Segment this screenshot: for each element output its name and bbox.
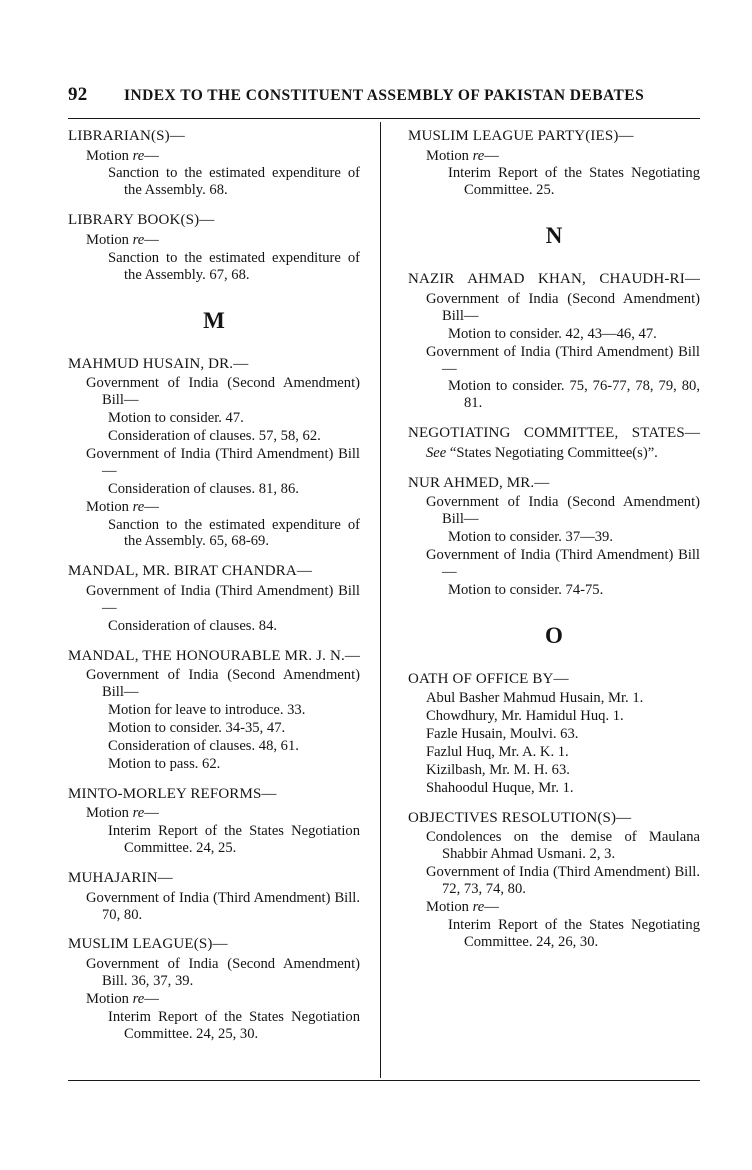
index-subentry-detail: Sanction to the estimated expenditure of the Assembly. 65, 68-69.	[108, 516, 360, 550]
running-head-title: INDEX TO THE CONSTITUENT ASSEMBLY OF PAKISTAN DEBATES	[124, 87, 645, 104]
index-subentry-detail: Motion to consider. 47.	[108, 410, 244, 427]
index-entry-heading: NUR AHMED, MR.—	[408, 474, 550, 491]
index-subentry: Government of India (Third Amendment) Bill. 72, 73, 74, 80.	[426, 864, 700, 898]
index-subentry: Government of India (Second Amendment) Bill—	[86, 375, 360, 409]
index-entry	[68, 786, 360, 857]
italic-keyword: re	[472, 147, 485, 164]
index-entry-heading: MUHAJARIN—	[68, 870, 173, 887]
section-letter-heading: N	[545, 223, 563, 249]
index-subentry-detail: Motion to pass. 62.	[108, 755, 221, 772]
index-entry	[408, 810, 700, 951]
page-folio-number: 92	[68, 84, 88, 105]
running-head	[68, 84, 700, 108]
index-entry-heading: MINTO-MORLEY REFORMS—	[68, 785, 277, 802]
index-entry-heading: MANDAL, THE HONOURABLE MR. J. N.—	[68, 647, 360, 664]
footer-rule	[68, 1080, 700, 1081]
index-subentry: Motion re—	[426, 899, 499, 916]
index-entry	[408, 671, 700, 797]
section-letter-heading: O	[545, 622, 563, 648]
italic-keyword: re	[132, 147, 145, 164]
left-column	[68, 128, 360, 1076]
italic-keyword: re	[132, 805, 145, 822]
index-entry-heading: MANDAL, MR. BIRAT CHANDRA—	[68, 563, 313, 580]
index-subentry-detail: Motion for leave to introduce. 33.	[108, 702, 306, 719]
index-subentry: Shahoodul Huque, Mr. 1.	[426, 780, 574, 797]
index-subentry: Motion re—	[86, 805, 159, 822]
index-subentry-detail: Motion to consider. 34-35, 47.	[108, 720, 286, 737]
index-entry	[408, 425, 700, 461]
index-entry-heading: NAZIR AHMAD KHAN, CHAUDH-RI—	[408, 271, 700, 288]
index-subentry-detail: Consideration of clauses. 81, 86.	[108, 480, 299, 497]
index-subentry: Government of India (Third Amendment) Bill—	[86, 445, 360, 479]
index-entry	[408, 475, 700, 599]
right-column	[408, 128, 700, 1076]
index-subentry-detail: Sanction to the estimated expenditure of the Assembly. 67, 68.	[108, 249, 360, 283]
index-subentry-detail: Interim Report of the States Negotiating Committee. 24, 26, 30.	[448, 917, 700, 951]
index-subentry: Fazlul Huq, Mr. A. K. 1.	[426, 744, 569, 761]
index-entry-heading: MUSLIM LEAGUE(S)—	[68, 936, 228, 953]
header-rule	[68, 118, 700, 119]
index-subentry: Government of India (Second Amendment) Bill. 36, 37, 39.	[86, 956, 360, 989]
index-entry	[68, 563, 360, 634]
index-subentry: Government of India (Third Amendment) Bill—	[86, 582, 360, 616]
index-subentry-detail: Interim Report of the States Negotiation Committee. 24, 25.	[108, 823, 360, 857]
index-subentry-detail: Consideration of clauses. 84.	[108, 617, 278, 634]
index-subentry: Government of India (Third Amendment) Bill—	[426, 547, 700, 581]
index-subentry-detail: Motion to consider. 75, 76-77, 78, 79, 80, 81.	[448, 378, 700, 412]
index-subentry: See “States Negotiating Committee(s)”.	[426, 444, 658, 461]
section-letter-heading: M	[203, 307, 225, 333]
italic-keyword: re	[132, 990, 145, 1007]
italic-keyword: See	[426, 444, 447, 461]
index-subentry-detail: Interim Report of the States Negotiation Committee. 24, 25, 30.	[108, 1008, 360, 1042]
index-columns	[68, 128, 700, 1076]
index-subentry: Motion re—	[86, 498, 159, 515]
index-subentry: Motion re—	[86, 147, 159, 164]
italic-keyword: re	[132, 498, 145, 515]
index-entry	[408, 128, 700, 199]
index-subentry-detail: Motion to consider. 37—39.	[448, 529, 613, 546]
index-subentry: Government of India (Third Amendment) Bill. 70, 80.	[86, 889, 360, 923]
index-entry-heading: MUSLIM LEAGUE PARTY(IES)—	[408, 128, 634, 144]
index-subentry-detail: Consideration of clauses. 57, 58, 62.	[108, 427, 321, 444]
index-entry-heading: OBJECTIVES RESOLUTION(S)—	[408, 809, 632, 826]
index-subentry-detail: Sanction to the estimated expenditure of the Assembly. 68.	[108, 165, 360, 199]
italic-keyword: re	[132, 231, 145, 248]
index-entry-heading: NEGOTIATING COMMITTEE, STATES—	[408, 425, 700, 442]
index-subentry: Kizilbash, Mr. M. H. 63.	[426, 762, 570, 779]
index-entry	[408, 271, 700, 412]
index-entry	[68, 212, 360, 283]
index-subentry: Motion re—	[86, 231, 159, 248]
index-entry	[68, 128, 360, 199]
index-subentry: Government of India (Third Amendment) Bill—	[426, 343, 700, 377]
index-subentry-detail: Consideration of clauses. 48, 61.	[108, 737, 299, 754]
index-subentry: Abul Basher Mahmud Husain, Mr. 1.	[426, 690, 644, 707]
index-entry-heading: LIBRARIAN(S)—	[68, 128, 185, 144]
index-entry	[68, 870, 360, 923]
index-subentry: Government of India (Second Amendment) Bill—	[86, 667, 360, 701]
index-entry	[68, 648, 360, 773]
index-entry	[68, 356, 360, 551]
italic-keyword: re	[472, 899, 485, 916]
index-subentry: Fazle Husain, Moulvi. 63.	[426, 726, 579, 743]
index-subentry: Chowdhury, Mr. Hamidul Huq. 1.	[426, 708, 624, 725]
index-subentry: Government of India (Second Amendment) Bill—	[426, 290, 700, 324]
index-entry-heading: OATH OF OFFICE BY—	[408, 670, 569, 687]
index-subentry: Condolences on the demise of Maulana Shabbir Ahmad Usmani. 2, 3.	[426, 829, 700, 863]
index-subentry-detail: Interim Report of the States Negotiating Committee. 25.	[448, 165, 700, 199]
index-subentry: Motion re—	[86, 990, 159, 1007]
index-subentry: Motion re—	[426, 147, 499, 164]
index-subentry: Government of India (Second Amendment) Bill—	[426, 494, 700, 528]
index-subentry-detail: Motion to consider. 74-75.	[448, 581, 604, 598]
index-entry	[68, 936, 360, 1042]
index-subentry-detail: Motion to consider. 42, 43—46, 47.	[448, 325, 657, 342]
index-entry-heading: MAHMUD HUSAIN, DR.—	[68, 355, 249, 372]
index-entry-heading: LIBRARY BOOK(S)—	[68, 212, 215, 229]
